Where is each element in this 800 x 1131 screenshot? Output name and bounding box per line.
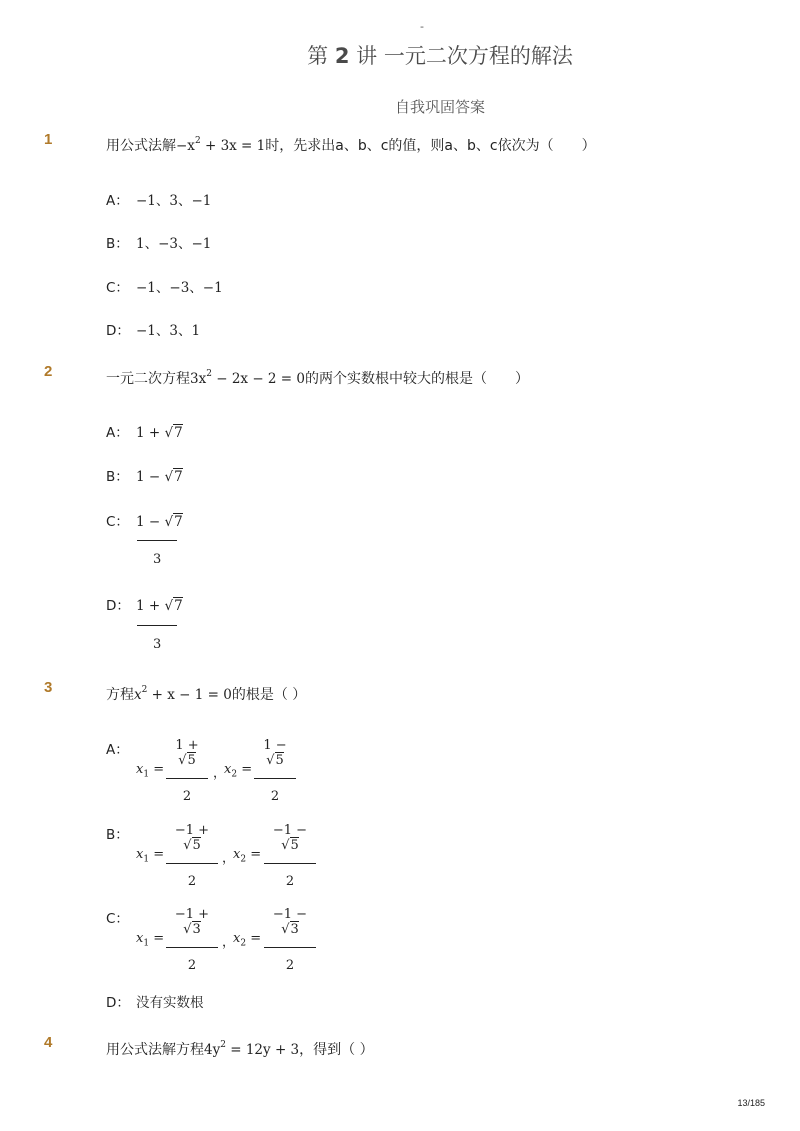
option-a[interactable]: A： 1 + √7 — [106, 425, 183, 441]
root-separator: ， — [222, 935, 236, 950]
root-separator: ， — [222, 851, 236, 866]
fraction-x2: −1 − √5 2 — [264, 823, 316, 889]
fraction-denominator: 3 — [153, 552, 162, 567]
fraction-x2: 1 − √5 2 — [254, 738, 296, 804]
question-number: 4 — [44, 1034, 53, 1051]
fraction-x1: −1 + √3 2 — [166, 907, 218, 973]
question-text: 方程$x^2 + x - 1 = 0$的根是（ ） — [106, 684, 307, 703]
question-text: 用公式法解方程$4y^2 = 12y + 3$，得到（ ） — [106, 1039, 374, 1058]
root-separator: ， — [213, 766, 227, 781]
root-x2-label: $x_2$ = — [233, 847, 262, 865]
question-number: 3 — [44, 679, 53, 696]
root-x2-label: $x_2$ = — [224, 762, 253, 780]
option-a[interactable]: A： — [106, 742, 129, 758]
fraction-bar — [137, 625, 177, 626]
option-c[interactable]: C： 1 − √7 — [106, 514, 183, 530]
option-a[interactable]: A： −1、3、−1 — [106, 193, 212, 209]
option-d[interactable]: D： 没有实数根 — [106, 995, 204, 1011]
option-b[interactable]: B： 1 − √7 — [106, 469, 183, 485]
root-x2-label: $x_2$ = — [233, 931, 262, 949]
option-c[interactable]: C： −1、−3、−1 — [106, 280, 223, 296]
option-b[interactable]: B： 1、−3、−1 — [106, 236, 212, 252]
root-x1-label: $x_1$ = — [136, 847, 165, 865]
question-text: 用公式法解$-x^2 + 3x = 1$时，先求出a、b、c的值，则a、b、c依次为（ ） — [106, 135, 596, 154]
fraction-x2: −1 − √3 2 — [264, 907, 316, 973]
option-d[interactable]: D： −1、3、1 — [106, 323, 201, 339]
page-title: 第 2 讲 一元二次方程的解法 — [307, 44, 573, 68]
fraction-x1: −1 + √5 2 — [166, 823, 218, 889]
option-c[interactable]: C： — [106, 911, 129, 927]
option-b[interactable]: B： — [106, 827, 129, 843]
fraction-x1: 1 + √5 2 — [166, 738, 208, 804]
question-text: 一元二次方程$3x^2 - 2x - 2 = 0$的两个实数根中较大的根是（ ） — [106, 368, 530, 387]
page-subtitle: 自我巩固答案 — [394, 98, 485, 116]
root-x1-label: $x_1$ = — [136, 762, 165, 780]
option-d[interactable]: D： 1 + √7 — [106, 598, 183, 614]
page-number: 13/185 — [737, 1098, 765, 1108]
root-x1-label: $x_1$ = — [136, 931, 165, 949]
question-number: 1 — [44, 131, 53, 148]
fraction-bar — [137, 540, 177, 541]
fraction-denominator: 3 — [153, 637, 162, 652]
question-number: 2 — [44, 363, 53, 380]
header-mark: - — [420, 20, 424, 33]
